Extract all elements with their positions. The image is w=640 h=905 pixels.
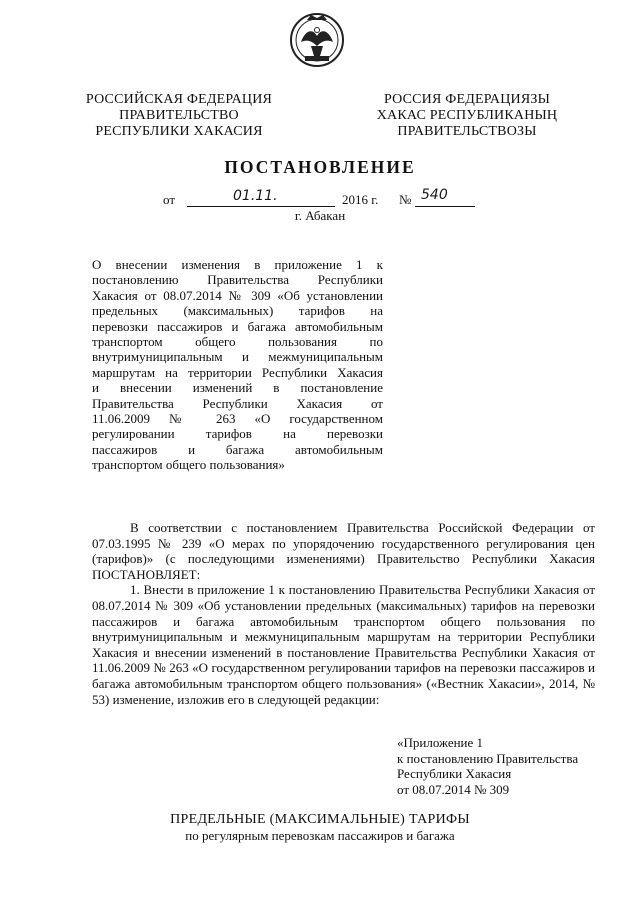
tariffs-subtitle: по регулярным перевозкам пассажиров и багажа bbox=[185, 828, 455, 843]
subject-line: 11.06.2009 № 263 «О государственном bbox=[92, 411, 383, 427]
tariffs-title: ПРЕДЕЛЬНЫЕ (МАКСИМАЛЬНЫЕ) ТАРИФЫ bbox=[170, 812, 470, 827]
subject-line: внутримуниципальным и межмуниципальным bbox=[92, 349, 383, 365]
annex-line: к постановлению Правительства bbox=[397, 750, 579, 766]
subject-line: перевозки пассажиров и багажа автомобильным bbox=[92, 318, 383, 334]
subject-block bbox=[92, 257, 383, 473]
annex-line: «Приложение 1 bbox=[397, 735, 484, 750]
handwritten-date: 01.11. bbox=[233, 188, 278, 204]
header-left-line: РЕСПУБЛИКИ ХАКАСИЯ bbox=[95, 124, 263, 139]
body-paragraph: 1. Внести в приложение 1 к постановлению Правительства Республики Хакасия от 08.07.2014 № 309 «Об установлении предельных (максимальных) тарифов на перевозки пассажиров и багажа автомобильным транспортом общего пользования по внутримуниципальным и межмуниципальным маршрутам на территории Республики Хакасия и внесении изменений в постановление Правительства Республики Хакасия от 11.06.2009 № 263 «О государственном регулировании тарифов на перевозки пассажиров и багажа автомобильным транспортом общего пользования» («Вестник Хакасии», 2014, № 53) изменение, изложив его в следующей редакции: bbox=[92, 582, 595, 707]
subject-line: транспортом общего пользования по bbox=[92, 334, 383, 350]
subject-line: и внесении изменений в постановление bbox=[92, 380, 383, 396]
subject-line: маршрутам на территории Республики Хакасия bbox=[92, 364, 383, 380]
subject-line: предельных (максимальных) тарифов на bbox=[92, 303, 383, 319]
document-title: ПОСТАНОВЛЕНИЕ bbox=[224, 157, 416, 177]
subject-line: О внесении изменения в приложение 1 к bbox=[92, 257, 383, 272]
annex-reference bbox=[397, 735, 627, 797]
header-left-line: ПРАВИТЕЛЬСТВО bbox=[119, 108, 239, 123]
subject-line: Правительства Республики Хакасия от bbox=[92, 395, 383, 411]
coat-of-arms-emblem bbox=[289, 12, 345, 68]
city-label: г. Абакан bbox=[294, 208, 346, 223]
annex-line: Республики Хакасия bbox=[397, 766, 512, 782]
subject-line: регулировании тарифов на перевозки bbox=[92, 426, 383, 442]
handwritten-number: 540 bbox=[421, 187, 448, 203]
body-text bbox=[92, 520, 595, 707]
subject-line: транспортом общего пользования» bbox=[92, 457, 285, 473]
tariffs-heading bbox=[0, 812, 640, 844]
subject-line: пассажиров и багажа автомобильным bbox=[92, 441, 383, 457]
annex-line: от 08.07.2014 № 309 bbox=[397, 781, 510, 797]
header-right-line: РОССИЯ ФЕДЕРАЦИЯЗЫ bbox=[383, 92, 551, 107]
subject-line: Хакасия от 08.07.2014 № 309 «Об установлении bbox=[92, 287, 383, 303]
header-left-russian bbox=[64, 92, 294, 140]
year-label: 2016 г. bbox=[342, 192, 379, 207]
body-paragraph: В соответствии с постановлением Правительства Российской Федерации от 07.03.1995 № 239 «О мерах по упорядочению государственного регулирования цен (тарифов)» (с последующими изменениями) Правительство Республики Хакасия ПОСТАНОВЛЯЕТ: bbox=[92, 520, 595, 582]
number-label: № bbox=[399, 192, 412, 207]
subject-line: постановлению Правительства Республики bbox=[92, 272, 383, 288]
header-right-line: ХАКАС РЕСПУБЛИКАНЫҢ bbox=[376, 108, 558, 123]
header-left-line: РОССИЙСКАЯ ФЕДЕРАЦИЯ bbox=[85, 92, 273, 107]
header-right-line: ПРАВИТЕЛЬСТВОЗЫ bbox=[397, 124, 537, 139]
from-label: от bbox=[163, 192, 176, 207]
header-right-khakas bbox=[352, 92, 582, 140]
